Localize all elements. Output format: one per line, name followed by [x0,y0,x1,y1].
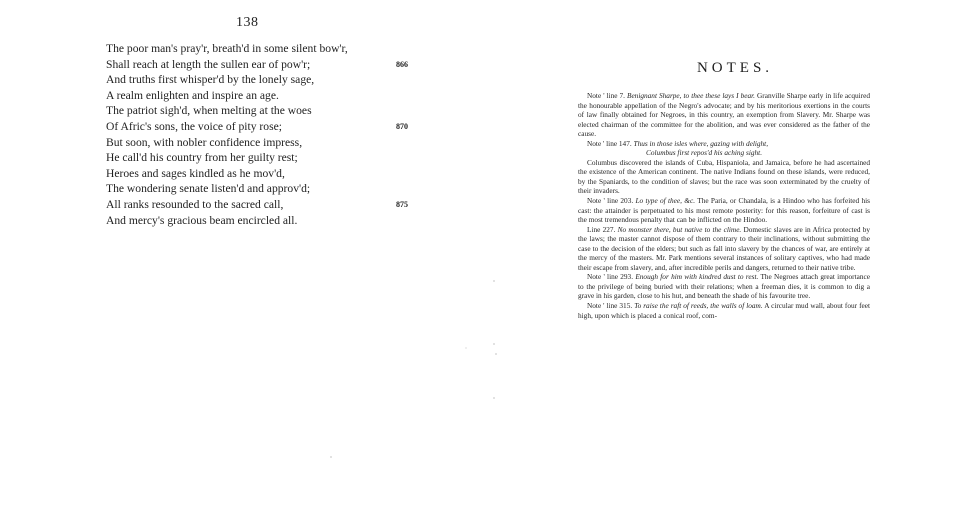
poem-line-text: The poor man's pray'r, breath'd in some silent bow'r, [106,42,348,55]
poem-line [106,150,416,166]
notes-heading: NOTES. [696,60,774,76]
note [578,196,870,225]
line-number: 866 [396,59,408,69]
poem-line-text: The patriot sigh'd, when melting at the woes [106,104,312,118]
poem-line [106,88,416,104]
poem-line [106,72,416,88]
poem-line-text: And mercy's gracious beam encircled all. [106,213,298,227]
note-reference: No monster there, but native to the clime. [617,224,742,234]
line-number: 870 [396,121,408,131]
poem-line-text: But soon, with nobler confidence impress, [106,135,303,149]
note-text: Granville Sharpe early in life acquired the honourable appellation of the Negro's advocate; and by his meritorious exertions in the courts of law finally obtained for Negroes, in this country, an exemption from Slavery. Mr. Sharpe was elected chairman of the committee for the abolition, and was ever considered as the father of the cause. [578,91,870,139]
note [578,225,870,273]
poem-line [106,181,416,197]
page-number: 138 [236,15,259,30]
poem-line [106,119,416,135]
note-verse: Columbus first repos'd his aching sight. [646,148,763,158]
note-text: Domestic slaves are in Africa protected by the laws; the master cannot dispose of them contrary to their inclinations, without submitting the case to the decision of the elders; but such as fall into slavery by the chances of war, are entirely at the mercy of the masters. Mr. Park mentions several instances of solitary captives, who had made their escape from slavery, and, after incredible perils and dangers, returned to their native tribe. [578,224,871,272]
line-number: 875 [396,199,408,209]
poem-line-text: The wondering senate listen'd and approv'd; [106,182,311,196]
poem-line [106,41,416,57]
poem-line [106,166,416,182]
right-page [490,0,980,507]
note-reference: Benignant Sharpe, to thee these lays I bear. [626,91,755,100]
note [578,301,870,320]
note [578,139,870,149]
poem-line [106,213,416,229]
poem [106,41,416,228]
note-text: The Negroes attach great importance to the privilege of being buried with their relations; when a freeman dies, it is common to dig a grave in his garden, close to his hut, and beneath the shade of his favourite tree. [578,272,871,301]
note [578,91,870,139]
poem-line-text: He call'd his country from her guilty rest; [106,151,298,165]
note-text: A circular mud wall, about four feet high, upon which is placed a conical roof, com- [578,301,871,320]
note-text: The Paria, or Chandala, is a Hindoo who has forfeited his cast: the attainder is perpetuated to his most remote posterity: for this reason, forfeiture of cast is the most tremendous penalty that can be inflicted on the Hindoo. [578,196,870,225]
notes-body [578,91,870,320]
poem-line-text: A realm enlighten and inspire an age. [106,88,279,102]
note-text: Columbus discovered the islands of Cuba, Hispaniola, and Jamaica, before he had ascertained the existence of the American continent. The native Indians found on these islands, were reduced, by the Spaniards, to the condition of slaves; but the race was soon exterminated by the cruelty of their invaders. [578,157,870,196]
poem-line [106,197,416,213]
note-reference: Enough for him with kindred dust to rest. [635,272,759,282]
note-lead: Note ' line 147. [587,138,632,148]
note-lead: Note ' line 203. [587,196,634,206]
poem-line [106,103,416,119]
note-reference: Thus in those isles where, gazing with delight, [633,138,769,148]
note-lead: Line 227. [587,224,616,234]
poem-line [106,57,416,73]
note-lead: Note ' line 293. [587,272,634,282]
note [578,272,870,301]
poem-line-text: Shall reach at length the sullen ear of pow'r; [106,57,311,71]
note-lead: Note ' line 7. [587,91,625,100]
poem-line-text: Heroes and sages kindled as he mov'd, [106,166,285,180]
note-reference: Lo type of thee, &c. [635,196,696,206]
poem-line-text: And truths first whisper'd by the lonely sage, [106,73,315,87]
note-lead: Note ' line 315. [587,301,633,311]
note-reference: To raise the raft of reeds, the walls of loam. [634,301,763,311]
poem-line [106,135,416,151]
poem-line-text: Of Afric's sons, the voice of pity rose; [106,119,282,133]
note [578,158,870,196]
poem-line-text: All ranks resounded to the sacred call, [106,197,284,211]
